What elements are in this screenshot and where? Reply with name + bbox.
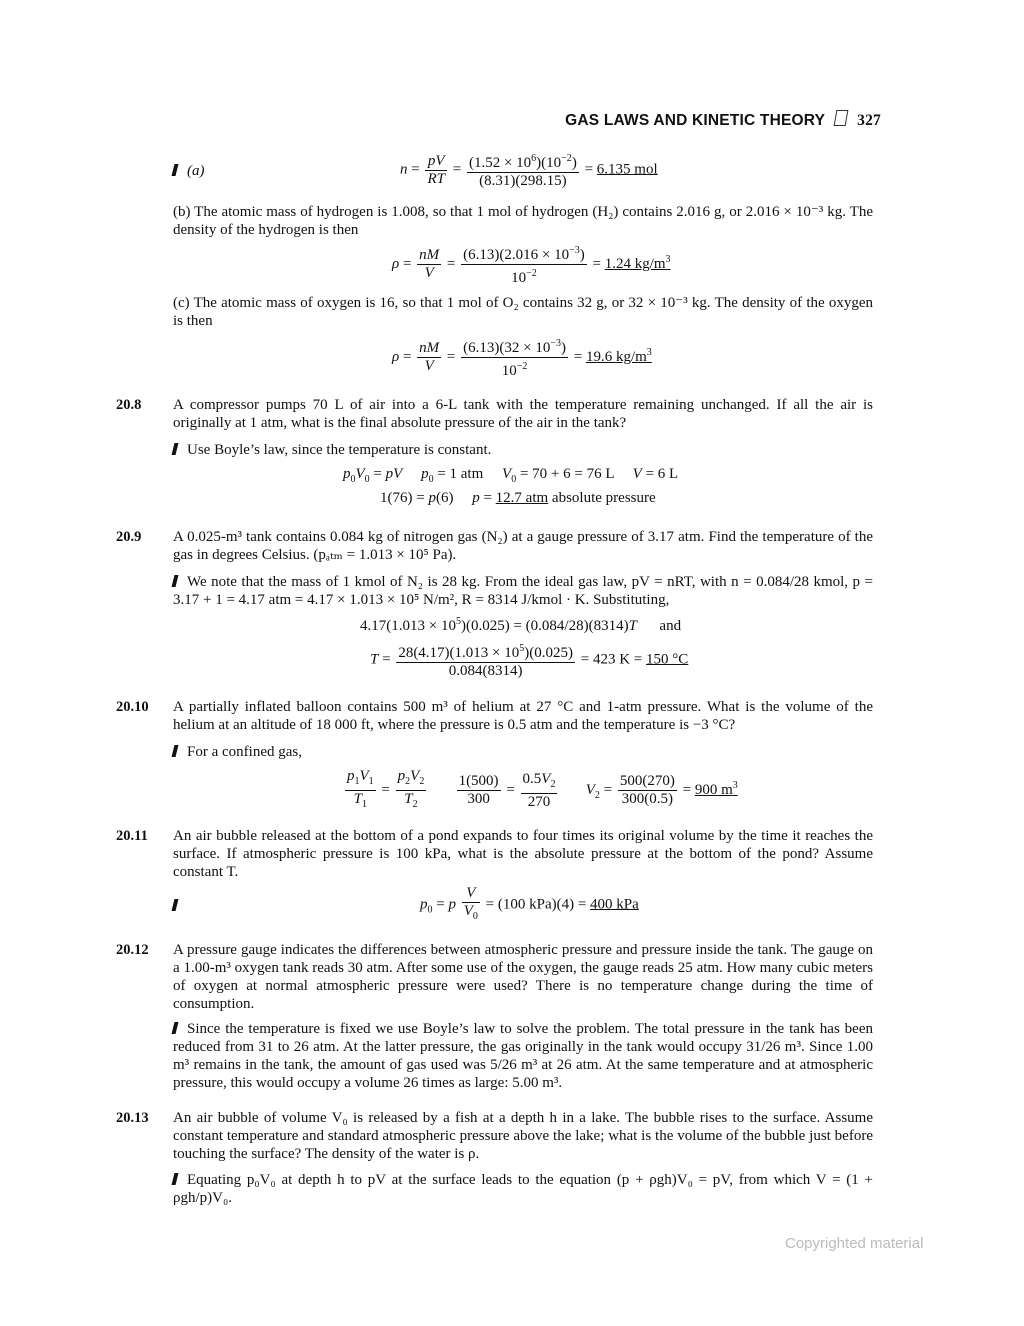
problem-text: A partially inflated balloon contains 500 m³ of helium at 27 °C and 1-atm pressure. What is the volume of the helium at an altitude of 18 000 ft, where the pressure is 0.5 atm and the temperature is −3 °C? [173,699,873,733]
solution-marker-icon [172,443,179,455]
equation-substitution: $4.17(1.013 \times 10^5)(0.025) = (0.084/28)(8314)T$ and [360,616,682,634]
solution-text: We note that the mass of 1 kmol of N₂ is 28 kg. From the ideal gas law, pV = nRT, with n = 0.084/28 kmol, p = 3.17 + 1 = 4.17 atm = 4.17 × 1.013 × 10⁵ N/m², R = 8314 J/kmol · K. Substituting, [173,574,873,608]
header-separator-icon [834,110,849,126]
problem-number: 20.11 [116,828,148,844]
solution-marker-icon [172,1173,179,1185]
problem-text: A compressor pumps 70 L of air into a 6-L tank with the temperature remaining unchanged. If all the air is originally at 1 atm, what is the final absolute pressure of the air in the tank? [173,397,873,431]
solution-text: Since the temperature is fixed we use Boyle’s law to solve the problem. The total pressure in the tank has been reduced from 31 to 26 atm. At the latter pressure, the gas originally in the tank would occupy 31/26 m³. Since 1.00 m³ remains in the tank, the amount of gas used was 5/26 m³ at 26 atm. At the same temperature and at atmospheric pressure, this would occupy a volume 26 times as large: 5.00 m³. [173,1021,873,1091]
problem-number: 20.13 [116,1110,149,1126]
solution-marker-icon [172,575,179,587]
solution-text: For a confined gas, [173,743,873,761]
solution-marker-icon [172,745,179,757]
solution-marker-icon [172,1022,179,1034]
problem-number: 20.12 [116,942,149,958]
equation-hydrogen-density: ρ = $\frac{nM}{V}$ = $\frac{(6.13)(2.016 \times 10^{-3})}{10^{-2}}$ = 1.24 $kg/m^3$ [392,242,671,287]
problem-text: A pressure gauge indicates the differences between atmospheric pressure and pressure inside the tank. The gauge on a 1.00-m³ oxygen tank reads 30 atm. After some use of the oxygen, the gauge reads 25 atm. How many cubic meters of oxygen at normal atmospheric pressure were used? There is no temperature change during the time of consumption. [173,942,873,1012]
equation-boyle: $p_0V_0$ = pV $p_0 = 1$ atm $V_0 = 70 + 6 = 76$ L V = 6 L [343,466,679,485]
watermark-text: Copyrighted material [785,1235,924,1252]
header-title: GAS LAWS AND KINETIC THEORY [565,112,826,129]
solution-marker-icon [172,164,179,176]
equation-oxygen-density: ρ = $\frac{nM}{V}$ = $\frac{(6.13)(32 \times 10^{-3})}{10^{-2}}$ = 19.6 $kg/m^3$ [392,335,652,380]
equation-bottom-pressure: $p_0 = p$ $\frac{V}{V_0}$ = (100 kPa)(4) = 400 kPa [420,885,639,922]
solution-a-label: (a) [173,163,205,180]
problem-text: An air bubble of volume V₀ is released by a fish at a depth h in a lake. The bubble rises to the surface. Assume constant temperature and standard atmospheric pressure above the lake; what is the volume of the bubble just before touching the surface? The density of the water is ρ. [173,1110,873,1162]
problem-text: A 0.025-m³ tank contains 0.084 kg of nitrogen gas (N₂) at a gauge pressure of 3.17 atm. Find the temperature of the gas in degrees Celsius. (pₐₜₘ = 1.013 × 10⁵ Pa). [173,529,873,563]
equation-boyle-result: 1(76) = p(6) p = 12.7 atm absolute pressure [380,490,656,506]
problem-number: 20.8 [116,397,142,413]
problem-number: 20.10 [116,699,149,715]
equation-moles: n = $\frac{pV}{RT}$ = $\frac{(1.52 \times 10^6)(10^{-2})}{(8.31)(298.15)}$ = 6.135 mol [400,150,658,190]
solution-marker [173,898,187,915]
page-number: 327 [857,112,881,129]
solution-text: Use Boyle’s law, since the temperature is constant. [173,441,873,459]
problem-text: An air bubble released at the bottom of a pond expands to four times its original volume by the time it reaches the surface. If atmospheric pressure is 100 kPa, what is the absolute pressure at the bottom of the pond? Assume constant T. [173,828,873,880]
solution-c-text: (c) The atomic mass of oxygen is 16, so that 1 mol of O₂ contains 32 g, or 32 × 10⁻³ kg. The density of the oxygen is then [173,295,873,329]
running-header [565,110,881,130]
equation-temperature: T = $\frac{28(4.17)(1.013 \times 10^5)(0.025)}{0.084(8314)}$ = 423 K = 150 °C [370,640,688,680]
solution-marker-icon [172,899,179,911]
equation-combined-gas: $\frac{p_1V_1}{T_1}$ = $\frac{p_2V_2}{T_2}$ $\frac{1(500)}{300}$ = $\frac{0.5V_2}{270}$ $V_2$ = $\frac{500(270)}{300(0.5)}$ = 900 $m^3$ [347,768,738,810]
solution-b-text: (b) The atomic mass of hydrogen is 1.008, so that 1 mol of hydrogen (H₂) contains 2.016 g, or 2.016 × 10⁻³ kg. The density of the hydrogen is then [173,204,873,238]
problem-number: 20.9 [116,529,142,545]
solution-text: Equating p₀V₀ at depth h to pV at the surface leads to the equation (p + ρgh)V₀ = pV, from which V = (1 + ρgh/p)V₀. [173,1172,873,1206]
